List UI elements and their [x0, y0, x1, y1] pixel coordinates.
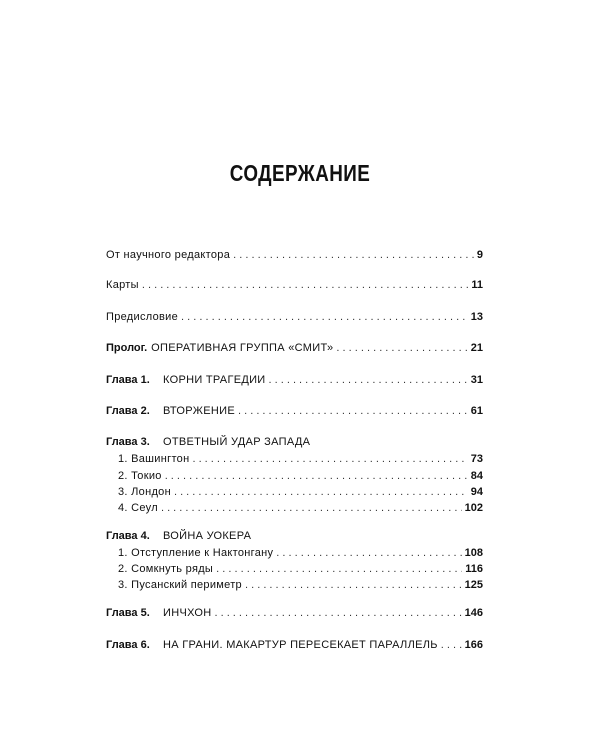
toc-subentry[interactable] [118, 561, 483, 577]
toc-entry-title: 3. Лондон [118, 486, 171, 498]
toc-entry-label: Глава 6. [106, 639, 150, 651]
toc-entry-title: 3. Пусанский периметр [118, 579, 242, 591]
toc-entry-page: 94 [470, 486, 483, 498]
toc-entry-title: КОРНИ ТРАГЕДИИ [163, 374, 266, 386]
toc-entry-page: 108 [464, 547, 483, 559]
toc-entry-chapter-2[interactable] [106, 403, 483, 419]
toc-entry-page: 102 [464, 502, 483, 514]
toc-entry-title: ОТВЕТНЫЙ УДАР ЗАПАДА [163, 436, 311, 448]
toc-leader-dots [336, 340, 467, 356]
toc-entry-page: 73 [470, 453, 483, 465]
toc-entry-page: 166 [464, 639, 483, 651]
toc-entry-page: 116 [465, 563, 483, 575]
toc-subentry[interactable] [118, 545, 483, 561]
toc-leader-dots [238, 403, 468, 419]
toc-entry-title: НА ГРАНИ. МАКАРТУР ПЕРЕСЕКАЕТ ПАРАЛЛЕЛЬ [163, 639, 438, 651]
toc-entry-page: 31 [470, 374, 483, 386]
toc-entry-label: Глава 4. [106, 530, 150, 542]
toc-subentry[interactable] [118, 500, 483, 516]
toc-entry-chapter-3[interactable] [106, 434, 310, 450]
toc-entry-prologue[interactable] [106, 340, 483, 356]
toc-entry-title: 4. Сеул [118, 502, 158, 514]
toc-entry-label: Глава 5. [106, 607, 150, 619]
toc-leader-dots [142, 277, 469, 293]
page-title: СОДЕРЖАНИЕ [229, 160, 371, 186]
toc-leader-dots [214, 605, 461, 621]
toc-entry-title: Предисловие [106, 311, 179, 323]
toc-entry-title: ИНЧХОН [163, 607, 212, 619]
toc-entry-page: 61 [470, 405, 483, 417]
toc-leader-dots [174, 484, 468, 500]
toc-entry-page: 13 [470, 311, 483, 323]
toc-entry-title: 2. Токио [118, 470, 162, 482]
toc-entry-chapter-6[interactable] [106, 637, 483, 653]
toc-entry-title: 1. Отступление к Нактонгану [118, 547, 274, 559]
toc-leader-dots [269, 372, 468, 388]
toc-leader-dots [233, 247, 474, 263]
toc-entry-title: 1. Вашингтон [118, 453, 190, 465]
toc-leader-dots [245, 577, 462, 593]
toc-entry-page: 84 [470, 470, 483, 482]
toc-entry[interactable] [106, 309, 483, 325]
toc-leader-dots [165, 468, 468, 484]
toc-entry-chapter-5[interactable] [106, 605, 483, 621]
toc-entry-label: Глава 2. [106, 405, 150, 417]
toc-entry-page: 11 [471, 279, 483, 291]
toc-subentry[interactable] [118, 484, 483, 500]
toc-entry-page: 146 [464, 607, 483, 619]
toc-entry[interactable] [106, 247, 483, 263]
toc-leader-dots [181, 309, 468, 325]
toc-entry-title: От научного редактора [106, 249, 231, 261]
toc-entry[interactable] [106, 277, 483, 293]
toc-entry-label: Глава 1. [106, 374, 150, 386]
toc-entry-title: ВОЙНА УОКЕРА [163, 530, 252, 542]
toc-subentry[interactable] [118, 468, 483, 484]
toc-leader-dots [192, 451, 467, 467]
toc-subentry[interactable] [118, 577, 483, 593]
toc-entry-chapter-4[interactable] [106, 528, 251, 544]
toc-entry-title: ОПЕРАТИВНАЯ ГРУППА «СМИТ» [151, 342, 334, 354]
toc-entry-chapter-1[interactable] [106, 372, 483, 388]
toc-entry-title: Карты [106, 279, 139, 291]
toc-entry-page: 125 [464, 579, 483, 591]
toc-entry-page: 21 [470, 342, 483, 354]
toc-leader-dots [441, 637, 462, 653]
toc-entry-title: 2. Сомкнуть ряды [118, 563, 214, 575]
toc-leader-dots [216, 561, 462, 577]
toc-entry-page: 9 [476, 249, 483, 261]
toc-leader-dots [161, 500, 462, 516]
toc-entry-label: Глава 3. [106, 436, 150, 448]
toc-entry-title: ВТОРЖЕНИЕ [163, 405, 235, 417]
toc-entry-label: Пролог. [106, 342, 148, 354]
toc-leader-dots [276, 545, 461, 561]
toc-subentry[interactable] [118, 451, 483, 467]
